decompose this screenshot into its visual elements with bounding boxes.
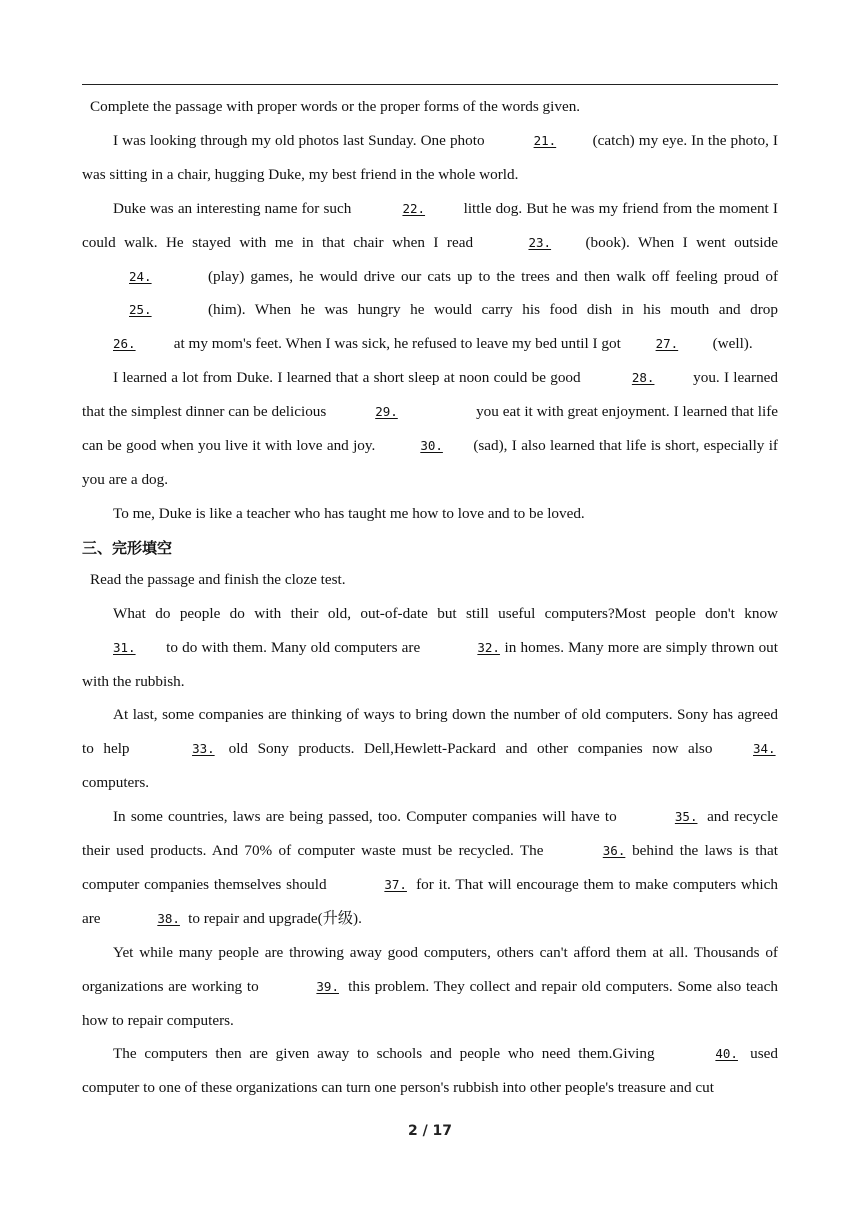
paragraph — [82, 936, 778, 1038]
text: Duke was an interesting name for such — [113, 199, 356, 217]
text: (play) games, he would drive our cats up to the trees and then walk off feeling proud of — [208, 267, 778, 285]
instruction-section3: Read the passage and finish the cloze test. — [90, 570, 346, 588]
text: computers. — [82, 774, 150, 792]
top-rule — [82, 84, 778, 85]
section-heading: 三、完形填空 — [82, 538, 173, 557]
text: The computers then are given away to schools and people who need them.Giving — [113, 1045, 663, 1063]
paragraph — [82, 597, 778, 699]
text: little dog. But he was my friend from the moment I could walk. He stayed with me in that chair when I read — [82, 199, 778, 251]
blank-29: 29. — [375, 404, 398, 420]
text: I learned a lot from Duke. I learned that a short sleep at noon could be good — [113, 369, 585, 387]
blank-39: 39. — [316, 978, 339, 994]
paragraph — [82, 361, 778, 497]
blank-35: 35. — [674, 809, 698, 825]
blank-27: 27. — [655, 336, 679, 352]
text: I was looking through my old photos last Sunday. One photo — [113, 131, 489, 149]
blank-28: 28. — [631, 370, 655, 386]
blank-36: 36. — [602, 843, 626, 859]
text: (book). When I went outside — [585, 233, 778, 251]
text: at my mom's feet. When I was sick, he refused to leave my bed until I got — [170, 335, 625, 353]
blank-31: 31. — [113, 639, 136, 655]
text: for it. That will encourage them to make computers which are — [82, 875, 778, 927]
text: to repair and upgrade(升级). — [184, 909, 362, 927]
text: in homes. Many more are simply thrown out with the rubbish. — [82, 638, 778, 690]
text: (sad), I also learned that life is short, especially if you are a dog. — [82, 437, 778, 488]
paragraph: To me, Duke is like a teacher who has taught me how to love and to be loved. — [113, 504, 585, 522]
text: (catch) my eye. In the photo, I was sitting in a chair, hugging Duke, my best friend in the whole world. — [82, 131, 778, 183]
blank-33: 33. — [192, 741, 215, 757]
blank-34: 34. — [753, 741, 776, 757]
text: old Sony products. Dell,Hewlett-Packard and other companies now also — [219, 740, 722, 758]
blank-24: 24. — [129, 268, 152, 284]
paragraph — [82, 800, 778, 936]
page-content — [82, 90, 778, 1105]
blank-38: 38. — [157, 910, 180, 926]
text: (well). — [712, 335, 753, 353]
blank-22: 22. — [402, 200, 426, 216]
paragraph — [82, 192, 778, 362]
paragraph — [82, 124, 778, 192]
text: this problem. They collect and repair old computers. Some also teach how to repair computers. — [82, 977, 778, 1029]
page-number: 2 / 17 — [407, 1123, 453, 1139]
blank-25: 25. — [129, 302, 152, 318]
blank-26: 26. — [113, 336, 136, 352]
text: you eat it with great enjoyment. I learned that life can be good when you live it with love and joy. — [82, 403, 778, 455]
text: used computer to one of these organizations can turn one person's rubbish into other people's treasure and cut — [82, 1045, 778, 1097]
text: At last, some companies are thinking of ways to bring down the number of old computers. Sony has agreed to help — [82, 706, 778, 758]
paragraph — [82, 698, 778, 800]
text: to do with them. Many old computers are — [162, 638, 425, 656]
blank-23: 23. — [528, 234, 552, 250]
text: and recycle their used products. And 70% of computer waste must be recycled. The — [82, 808, 779, 860]
text: In some countries, laws are being passed, too. Computer companies will have to — [113, 808, 622, 826]
text: Yet while many people are throwing away good computers, others can't afford them at all. Thousands of organizations are working to — [82, 943, 778, 995]
blank-40: 40. — [715, 1046, 738, 1062]
text: you. I learned that the simplest dinner can be delicious — [82, 369, 778, 421]
instruction-section2: Complete the passage with proper words or the proper forms of the words given. — [90, 98, 581, 115]
blank-37: 37. — [384, 876, 407, 892]
paragraph — [82, 1037, 778, 1105]
blank-30: 30. — [420, 438, 443, 454]
blank-32: 32. — [477, 639, 500, 655]
text: (him). When he was hungry he would carry his food dish in his mouth and drop — [208, 301, 778, 319]
blank-21: 21. — [533, 132, 557, 148]
text: behind the laws is that computer companies themselves should — [82, 842, 778, 893]
text: What do people do with their old, out-of-date but still useful computers?Most people don't know — [113, 604, 778, 622]
